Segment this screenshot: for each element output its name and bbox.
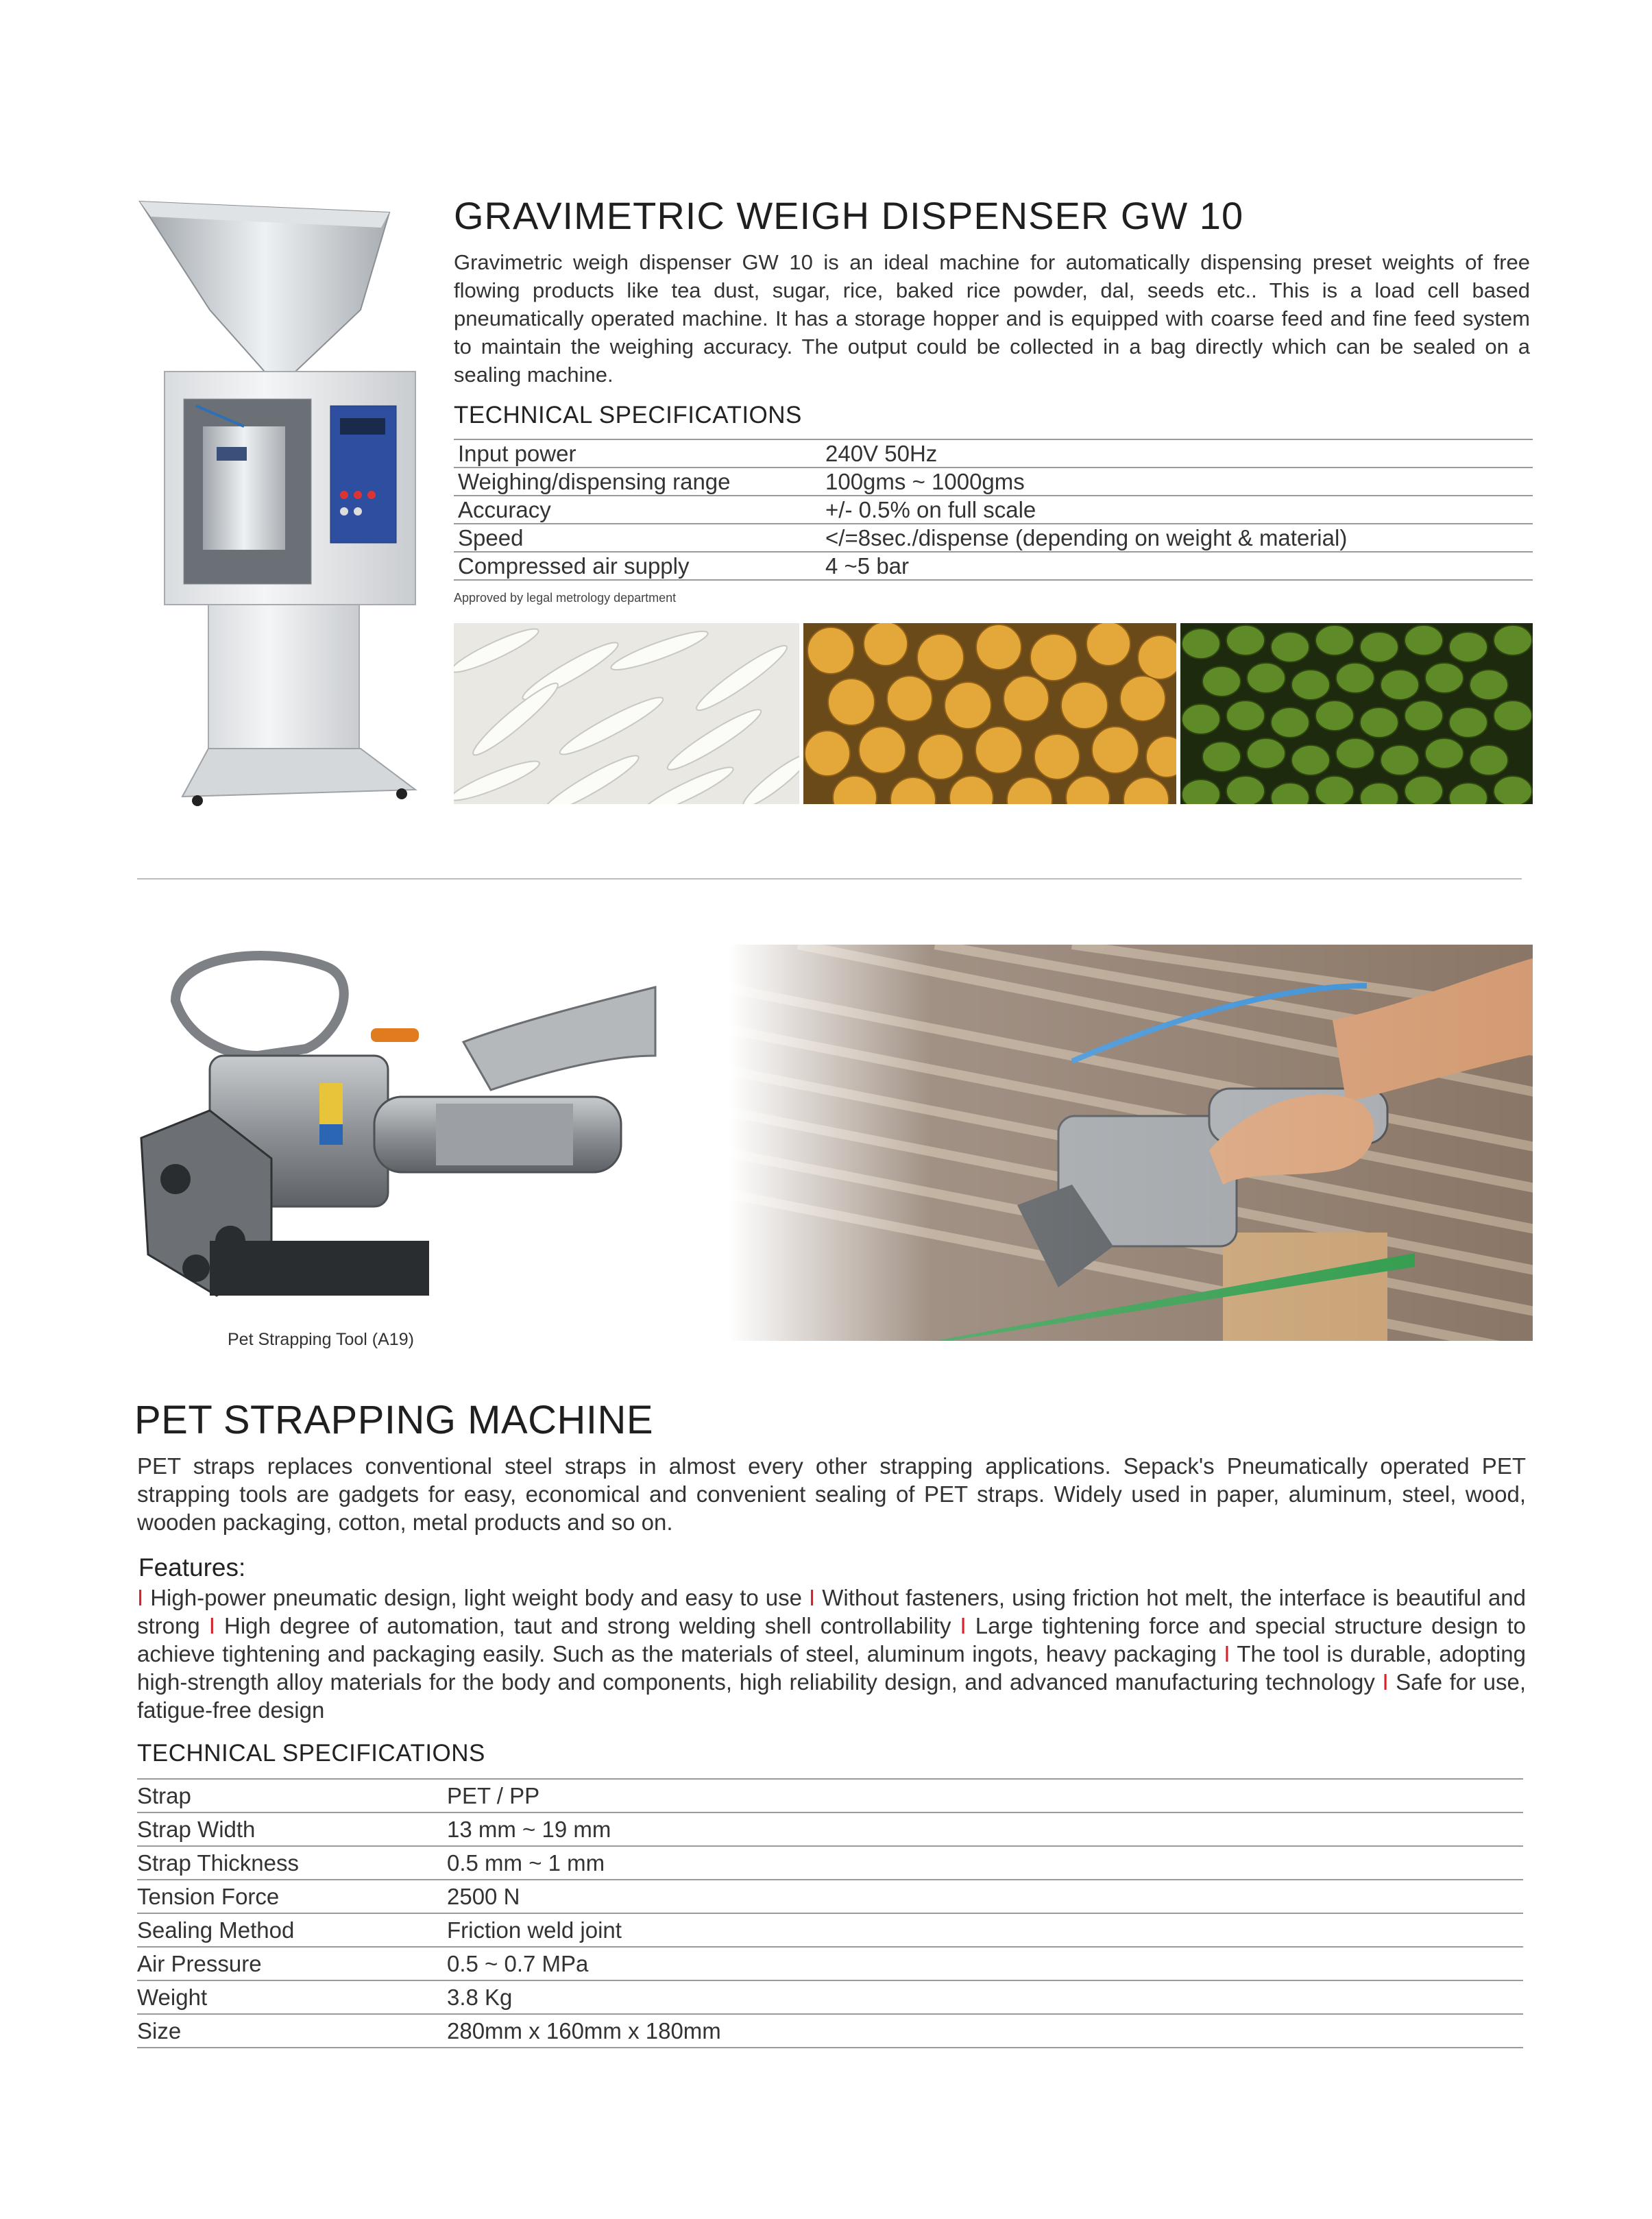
spec-row	[137, 1846, 1523, 1880]
pet-specs-heading: TECHNICAL SPECIFICATIONS	[137, 1740, 485, 1767]
spec-label: Accuracy	[454, 496, 821, 524]
spec-label: Tension Force	[137, 1880, 447, 1913]
feature-separator: I	[208, 1613, 225, 1638]
rice-grains-image	[454, 623, 799, 804]
metrology-approval-note: Approved by legal metrology department	[454, 591, 677, 605]
spec-label: Weighing/dispensing range	[454, 468, 821, 496]
spec-value: 0.5 mm ~ 1 mm	[447, 1846, 1523, 1880]
spec-row	[137, 1913, 1523, 1947]
gw10-title: GRAVIMETRIC WEIGH DISPENSER GW 10	[454, 194, 1244, 237]
spec-label: Input power	[454, 439, 821, 468]
feature-item: Safe for use, fatigue-free design	[137, 1669, 1527, 1723]
spec-label: Size	[137, 2014, 447, 2048]
weigh-dispenser-machine-image	[134, 200, 433, 808]
pet-title: PET STRAPPING MACHINE	[134, 1398, 654, 1442]
spec-value: 13 mm ~ 19 mm	[447, 1812, 1523, 1846]
split-chickpea-dal-image	[803, 623, 1176, 804]
spec-row	[137, 1812, 1523, 1846]
spec-row	[137, 1947, 1523, 1980]
spec-value: 280mm x 160mm x 180mm	[447, 2014, 1523, 2048]
spec-row	[454, 524, 1533, 552]
spec-row	[137, 1880, 1523, 1913]
feature-separator: I	[1224, 1641, 1237, 1666]
features-heading: Features:	[138, 1553, 246, 1581]
feature-separator: I	[1382, 1669, 1396, 1695]
feature-item: High-power pneumatic design, light weight body and easy to use	[150, 1585, 802, 1610]
feature-separator: I	[137, 1585, 151, 1610]
feature-separator: I	[809, 1585, 823, 1610]
spec-value: 100gms ~ 1000gms	[821, 468, 1533, 496]
spec-label: Weight	[137, 1980, 447, 2014]
spec-label: Strap Thickness	[137, 1846, 447, 1880]
feature-item: High degree of automation, taut and strong welding shell controllability	[224, 1613, 951, 1638]
spec-value: 4 ~5 bar	[821, 552, 1533, 580]
spec-value: PET / PP	[447, 1779, 1523, 1812]
pet-description: PET straps replaces conventional steel straps in almost every other strapping applications. Sepack's Pneumatically operated PET strapping tools are gadgets for easy, economical and convenient sealing of PET straps. Widely used in paper, aluminum, steel, wood, wooden packaging, cotton, metal products and so on.	[137, 1453, 1526, 1535]
spec-value: 0.5 ~ 0.7 MPa	[447, 1947, 1523, 1980]
spec-row	[454, 468, 1533, 496]
spec-row	[137, 1779, 1523, 1812]
pet-strapping-tool-image	[134, 939, 683, 1323]
spec-value: Friction weld joint	[447, 1913, 1523, 1947]
spec-row	[137, 1980, 1523, 2014]
pet-spec-table	[137, 1778, 1523, 2048]
tool-caption: Pet Strapping Tool (A19)	[228, 1330, 414, 1349]
spec-row	[454, 439, 1533, 468]
spec-label: Strap	[137, 1779, 447, 1812]
gw10-specs-heading: TECHNICAL SPECIFICATIONS	[454, 402, 802, 428]
feature-item: The tool is durable, adopting high-strength alloy materials for the body and components, high reliability design, and advanced manufacturing technology	[137, 1641, 1526, 1695]
spec-value: 3.8 Kg	[447, 1980, 1523, 2014]
spec-row	[454, 496, 1533, 524]
gw10-description: Gravimetric weigh dispenser GW 10 is an ideal machine for automatically dispensing preset weights of free flowing products like tea dust, sugar, rice, baked rice powder, dal, seeds etc.. This is a load cell based pneumatically operated machine. It has a storage hopper and is equipped with coarse feed and fine feed system to maintain the weighing accuracy. The output could be collected in a bag directly which can be sealed on a sealing machine.	[454, 250, 1530, 387]
feature-separator: I	[960, 1613, 975, 1638]
spec-value: 2500 N	[447, 1880, 1523, 1913]
strapping-tool-in-use-photo	[729, 945, 1533, 1341]
green-moong-beans-image	[1180, 623, 1533, 804]
features-list	[137, 1584, 1526, 1724]
spec-label: Compressed air supply	[454, 552, 821, 580]
spec-row	[137, 2014, 1523, 2048]
spec-value: +/- 0.5% on full scale	[821, 496, 1533, 524]
spec-row	[454, 552, 1533, 580]
spec-label: Strap Width	[137, 1812, 447, 1846]
gw10-spec-table	[454, 439, 1533, 581]
feature-item: Large tightening force and special structure design to achieve tightening and packaging easily. Such as the materials of steel, aluminum ingots, heavy packaging	[137, 1613, 1526, 1666]
spec-label: Air Pressure	[137, 1947, 447, 1980]
feature-item: Without fasteners, using friction hot melt, the interface is beautiful and strong	[137, 1585, 1527, 1638]
spec-label: Sealing Method	[137, 1913, 447, 1947]
spec-value: 240V 50Hz	[821, 439, 1533, 468]
spec-label: Speed	[454, 524, 821, 552]
spec-value: </=8sec./dispense (depending on weight & material)	[821, 524, 1533, 552]
section-divider	[137, 878, 1522, 880]
